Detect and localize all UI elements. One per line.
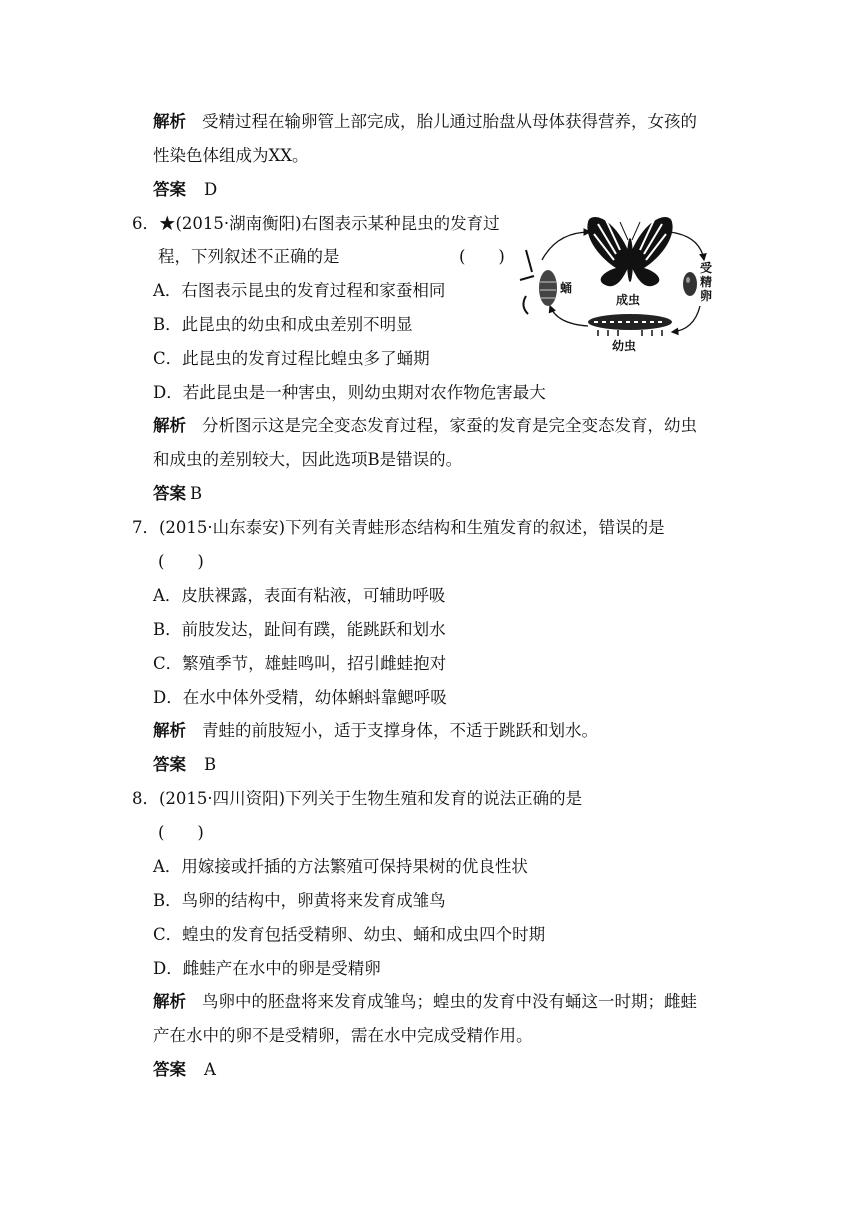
- q8-option-d: D．雌蛙产在水中的卵是受精卵: [153, 959, 381, 978]
- q7-stem-line-1: [132, 517, 665, 539]
- q6-analysis-label: 解析: [153, 416, 186, 435]
- q7-analysis-line-1: [153, 720, 598, 742]
- prev-analysis-line-1: [153, 111, 697, 133]
- larva-icon: [588, 314, 672, 336]
- arrow-adult-to-egg: [670, 232, 704, 260]
- q6-option-d: D．若此昆虫是一种害虫，则幼虫期对农作物危害最大: [153, 383, 546, 402]
- q8-paren: ( ): [158, 823, 204, 842]
- q8-stem-text-1: (2015·四川资阳)下列关于生物生殖和发育的说法正确的是: [159, 789, 583, 808]
- q7-answer-value: B: [204, 755, 217, 774]
- q7-option-a: A．皮肤裸露，表面有粘液，可辅助呼吸: [153, 586, 446, 605]
- label-adult: 成虫: [616, 293, 641, 307]
- prev-analysis-text-2: 性染色体组成为XX。: [153, 146, 309, 165]
- q8-option-c: C．蝗虫的发育包括受精卵、幼虫、蛹和成虫四个时期: [153, 925, 546, 944]
- arrow-pupa-to-adult: [542, 232, 590, 260]
- q6-number: 6．: [132, 214, 159, 233]
- q6-answer-label: 答案: [153, 484, 186, 503]
- q6-analysis-text-2: 和成虫的差别较大，因此选项B是错误的。: [153, 450, 463, 469]
- arrow-egg-to-larva: [672, 306, 700, 332]
- prev-answer: [153, 179, 217, 201]
- q8-analysis-text-1: 鸟卵中的胚盘将来发育成雏鸟；蝗虫的发育中没有蛹这一时期；雌蛙: [202, 992, 697, 1011]
- q7-number: 7．: [132, 518, 159, 537]
- q7-stem-text-1: (2015·山东泰安)下列有关青蛙形态结构和生殖发育的叙述，错误的是: [159, 518, 665, 537]
- q8-answer: [153, 1059, 216, 1081]
- q8-option-a: A．用嫁接或扦插的方法繁殖可保持果树的优良性状: [153, 857, 528, 876]
- q6-option-b: B．此昆虫的幼虫和成虫差别不明显: [153, 315, 413, 334]
- q7-analysis-text-1: 青蛙的前肢短小，适于支撑身体，不适于跳跃和划水。: [202, 721, 598, 740]
- label-egg-1: 受: [700, 261, 713, 275]
- q7-option-b: B．前肢发达，趾间有蹼，能跳跃和划水: [153, 620, 446, 639]
- q7-option-d: D．在水中体外受精，幼体蝌蚪靠鳃呼吸: [153, 688, 447, 707]
- prev-analysis-text-1: 受精过程在输卵管上部完成，胎儿通过胎盘从母体获得营养，女孩的: [202, 112, 697, 131]
- q7-answer-label: 答案: [153, 755, 186, 774]
- label-egg-3: 卵: [700, 289, 713, 303]
- q6-paren: ( ): [459, 247, 505, 266]
- insect-life-cycle-figure: [512, 210, 734, 356]
- q8-analysis-text-2: 产在水中的卵不是受精卵，需在水中完成受精作用。: [153, 1026, 533, 1045]
- q7-paren: ( ): [158, 552, 204, 571]
- prev-answer-value: D: [204, 180, 218, 199]
- q6-answer-value: B: [190, 484, 203, 503]
- q6-answer: [153, 483, 202, 505]
- egg-icon: [683, 272, 697, 296]
- q6-stem-text-2: 程，下列叙述不正确的是: [158, 247, 340, 266]
- q6-stem-text-1: ★(2015·湖南衡阳)右图表示某种昆虫的发育过: [159, 214, 500, 233]
- q8-number: 8．: [132, 789, 159, 808]
- label-egg-2: 精: [700, 275, 713, 289]
- q6-analysis-text-1: 分析图示这是完全变态发育过程，家蚕的发育是完全变态发育，幼虫: [202, 416, 697, 435]
- q8-stem-line-1: [132, 788, 582, 810]
- label-larva: 幼虫: [612, 339, 637, 353]
- q8-option-b: B．鸟卵的结构中，卵黄将来发育成雏鸟: [153, 891, 446, 910]
- q7-answer: [153, 754, 216, 776]
- butterfly-icon: [587, 217, 672, 286]
- q6-option-a: A．右图表示昆虫的发育过程和家蚕相同: [153, 281, 446, 300]
- q8-answer-label: 答案: [153, 1060, 186, 1079]
- q8-analysis-line-1: [153, 991, 697, 1013]
- prev-answer-label: 答案: [153, 180, 186, 199]
- arrow-larva-to-pupa: [550, 306, 588, 326]
- q7-option-c: C．繁殖季节，雄蛙鸣叫，招引雌蛙抱对: [153, 654, 447, 673]
- q6-stem-line-1: [132, 213, 500, 235]
- q8-answer-value: A: [204, 1060, 216, 1079]
- q6-analysis-line-1: [153, 415, 697, 437]
- pupa-icon: [520, 250, 557, 314]
- q8-analysis-label: 解析: [153, 992, 186, 1011]
- prev-analysis-label: 解析: [153, 112, 186, 131]
- q6-option-c: C．此昆虫的发育过程比蝗虫多了蛹期: [153, 349, 430, 368]
- life-cycle-diagram: [512, 210, 734, 356]
- label-pupa: 蛹: [560, 281, 573, 295]
- q7-analysis-label: 解析: [153, 721, 186, 740]
